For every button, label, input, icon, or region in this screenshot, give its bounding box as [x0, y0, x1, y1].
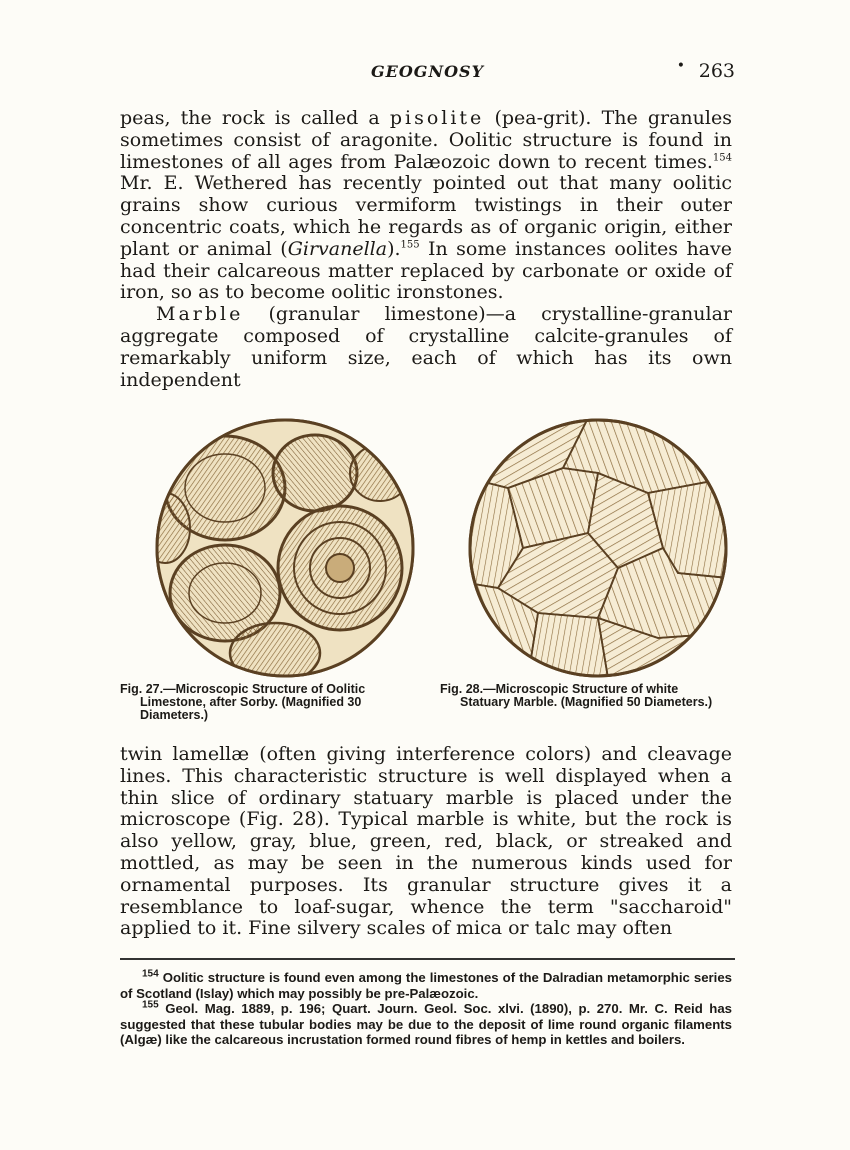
term-pisolite: pisolite	[389, 107, 485, 129]
footnotes	[120, 970, 732, 1048]
page-number: 263	[698, 60, 735, 82]
footnote-ref-155[interactable]: 155	[400, 239, 420, 251]
term-girvanella: Girvanella	[287, 237, 388, 260]
footnote-ref-154[interactable]: 154	[712, 152, 732, 164]
printer-mark: •	[676, 58, 685, 74]
footnote-154: $^{154}$ Oolitic structure is found even among the limestones of the Dalradian metamorphic series of Scotland (Islay) which may possibly be pre-Palæozoic.	[120, 968, 732, 1001]
running-head: GEOGNOSY	[371, 62, 484, 81]
footnote-155: $^{155}$ Geol. Mag. 1889, p. 196; Quart. Journ. Geol. Soc. xlvi. (1890), p. 270. Mr. C. Reid has suggested that these tubular bodies may be due to the deposit of lime round organic filaments (Algæ) like the calcareous incrustation formed round fibres of hemp in kettles and boilers.	[120, 999, 732, 1047]
paragraph-marble: Marble (granular limestone)—a crystalline-granular aggregate composed of crystalline calcite-granules of remarkably uniform size, each of which has its own independent	[120, 303, 732, 391]
figure-28-caption: Fig. 28.—Microscopic Structure of white Statuary Marble. (Magnified 50 Diameters.)	[440, 682, 713, 709]
paragraph-pisolite: peas, the rock is called a pisolite (pea-grit). The granules sometimes consist of aragonite. Oolitic structure is found in limestones of all ages from Palæozoic down to recent times.$^{154}$ Mr. E. Wethered has recently pointed out that many oolitic grains show curious vermiform twistings in their outer concentric coats, which he regards as of organic origin, either plant or animal (Girvanella).$^{155}$ In some instances oolites have had their calcareous matter replaced by carbonate or oxide of iron, so as to become oolitic ironstones.	[120, 107, 732, 304]
body-text-bottom	[120, 744, 732, 940]
figure-27-caption: Fig. 27.—Microscopic Structure of Oolitic Limestone, after Sorby. (Magnified 30 Diameters.)	[120, 682, 366, 722]
figures-row	[120, 418, 735, 728]
footnote-rule	[120, 958, 735, 960]
page-header	[120, 58, 735, 88]
oolitic-limestone-illustration	[155, 418, 455, 678]
footnote-number: 154	[142, 968, 159, 980]
body-text-top	[120, 108, 732, 391]
marble-illustration	[468, 418, 768, 678]
paragraph-marble-continued: twin lamellæ (often giving interference colors) and cleavage lines. This characteristic structure is well displayed when a thin slice of ordinary statuary marble is placed under the microscope (Fig. 28). Typical marble is white, but the rock is also yellow, gray, blue, green, red, black, or streaked and mottled, as may be seen in the numerous kinds used for ornamental purposes. Its granular structure gives it a resemblance to loaf-sugar, whence the term "saccharoid" applied to it. Fine silvery scales of mica or talc may often	[120, 743, 732, 940]
footnote-number: 155	[142, 999, 159, 1011]
term-marble: Marble	[156, 303, 244, 326]
